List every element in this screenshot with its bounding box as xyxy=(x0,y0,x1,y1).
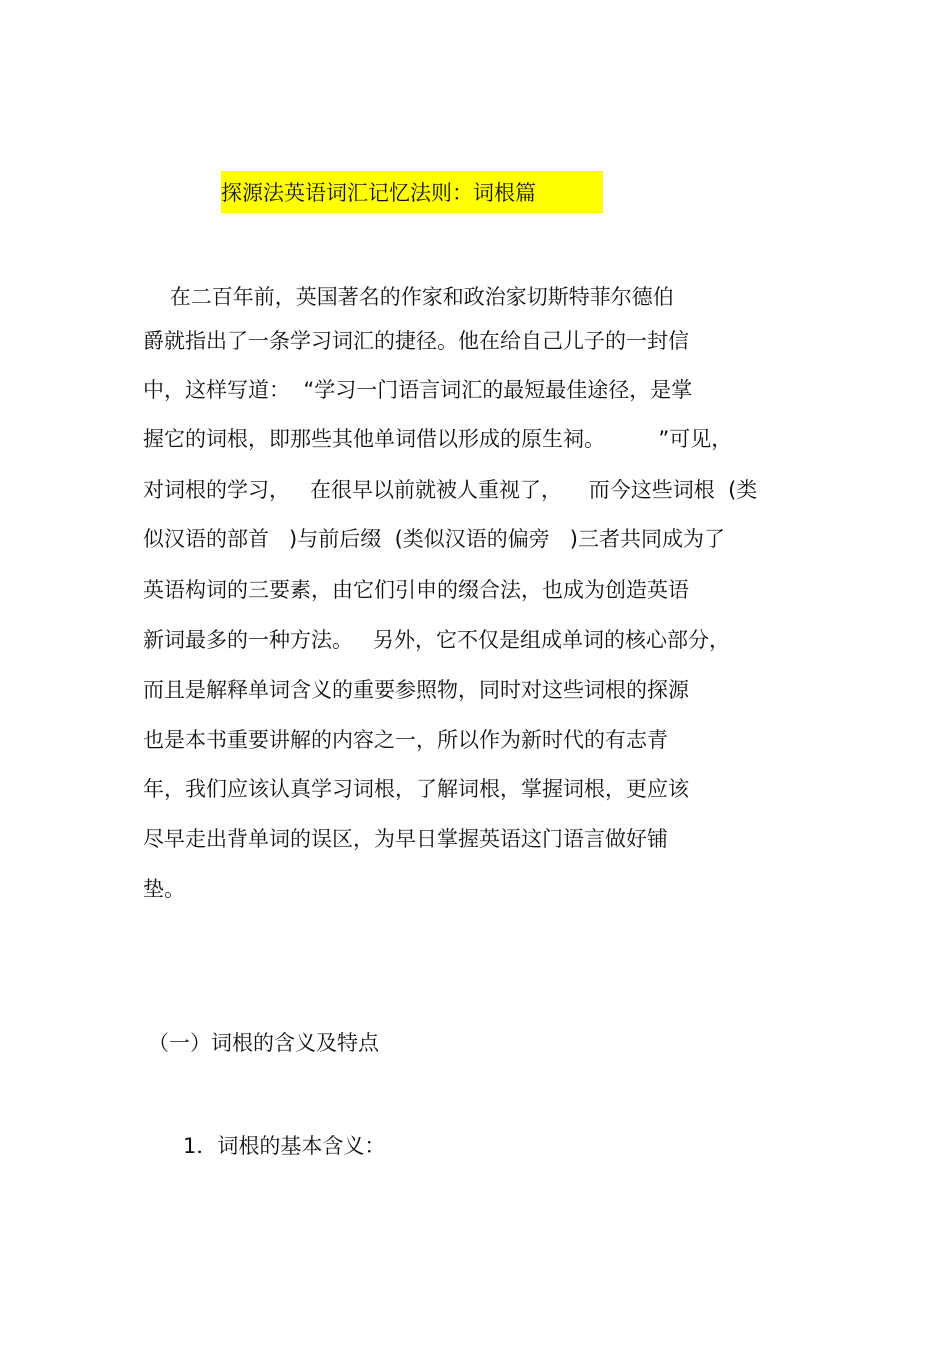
paragraph-line: 中，这样写道： “学习一门语言词汇的最短最佳途径，是掌 xyxy=(143,378,693,402)
paragraph-line: 尽早走出背单词的误区，为早日掌握英语这门语言做好铺 xyxy=(143,827,668,851)
paragraph-line: 而且是解释单词含义的重要参照物，同时对这些词根的探源 xyxy=(143,678,689,702)
paragraph-line: 在二百年前，英国著名的作家和政治家切斯特菲尔德伯 xyxy=(143,285,674,309)
paragraph-line: 似汉语的部首 )与前后缀 (类似汉语的偏旁 )三者共同成为了 xyxy=(143,527,725,551)
paragraph-line: 新词最多的一种方法。 另外，它不仅是组成单词的核心部分， xyxy=(143,628,731,652)
paragraph-line: 也是本书重要讲解的内容之一，所以作为新时代的有志青 xyxy=(143,728,668,752)
subsection-heading: 1．词根的基本含义： xyxy=(183,1134,386,1158)
section-heading: （一）词根的含义及特点 xyxy=(148,1031,379,1055)
paragraph-line: 爵就指出了一条学习词汇的捷径。他在给自己儿子的一封信 xyxy=(143,329,689,353)
paragraph-line: 英语构词的三要素，由它们引申的缀合法，也成为创造英语 xyxy=(143,578,689,602)
paragraph-line: 握它的词根，即那些其他单词借以形成的原生祠。 ”可见， xyxy=(143,427,733,451)
paragraph-line: 对词根的学习， 在很早以前就被人重视了， 而今这些词根 (类 xyxy=(143,478,758,502)
paragraph-line: 年，我们应该认真学习词根，了解词根，掌握词根，更应该 xyxy=(143,777,689,801)
paragraph-line: 垫。 xyxy=(143,877,185,901)
document-title: 探源法英语词汇记忆法则：词根篇 xyxy=(221,171,603,213)
